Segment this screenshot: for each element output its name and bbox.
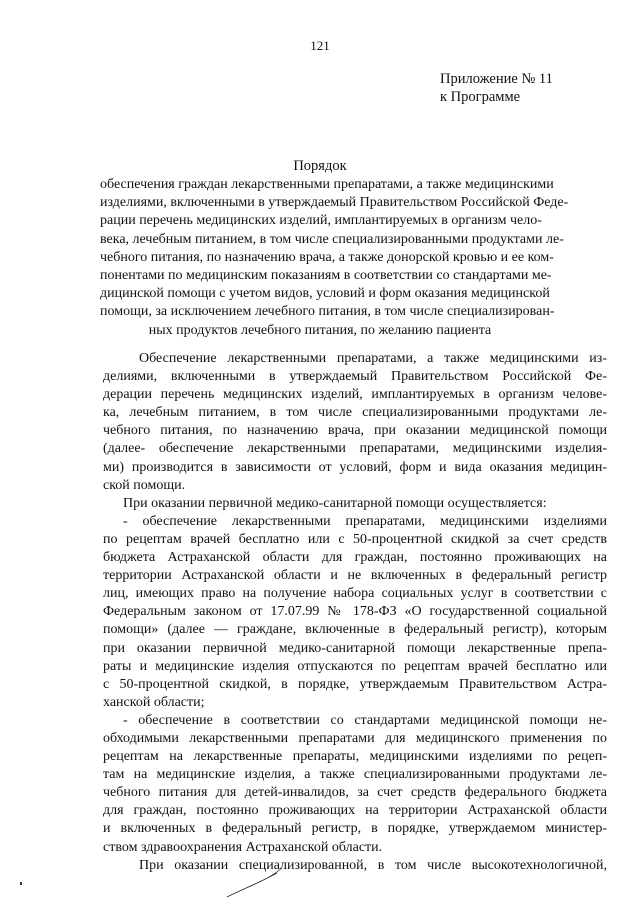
body-line: по рецептам врачей бесплатно или с 50-процентной скидкой за счет средств [103, 531, 607, 547]
body-line: помощи» (далее — граждане, включенные в федеральный регистр), которым [103, 622, 607, 638]
document-body [103, 350, 607, 875]
subtitle-line: чебного питания, по назначению врача, а также донорской кровью и ее ком- [100, 249, 554, 265]
subtitle-line: помощи, за исключением лечебного питания, в том числе специализирован- [100, 304, 555, 320]
body-line: лиц, имеющих право на получение набора социальных услуг в соответствии с [103, 586, 607, 602]
body-line: бюджета Астраханской области для граждан, постоянно проживающих на [103, 550, 607, 566]
appendix-reference [440, 70, 553, 106]
body-line: Обеспечение лекарственными препаратами, а также медицинскими из- [139, 351, 607, 366]
subtitle-line: ных продуктов лечебного питания, по желанию пациента [148, 322, 492, 338]
signature-mark [225, 865, 285, 900]
body-line: чебного питания для детей-инвалидов, за счет средств федерального бюджета [103, 785, 607, 801]
body-line: ством здравоохранения Астраханской области. [103, 839, 383, 855]
body-line: - обеспечение лекарственными препаратами, медицинскими изделиями [123, 513, 607, 529]
subtitle-line: дицинской помощи с учетом видов, условий и форм оказания медицинской [100, 286, 550, 302]
body-line: там на медицинские изделия, а также специализированными продуктами ле- [103, 767, 607, 783]
body-line: ской помощи. [103, 477, 186, 493]
body-line: - обеспечение в соответствии со стандартами медицинской помощи не- [123, 712, 607, 728]
subtitle-line: рации перечень медицинских изделий, имплантируемых в организм чело- [100, 213, 542, 229]
scan-mark [20, 882, 22, 885]
body-line: ми) производится в зависимости от условий, форм и вида оказания медицин- [103, 459, 607, 475]
body-line: делиями, включенными в утверждаемый Правительством Российской Фе- [103, 369, 607, 385]
subtitle-line: обеспечения граждан лекарственными препаратами, а также медицинскими [100, 177, 554, 192]
page-number: 121 [310, 38, 330, 53]
body-line: раты и медицинские изделия отпускаются по рецептам врачей бесплатно или [103, 658, 607, 674]
body-line: Федеральным законом от 17.07.99 № 178-ФЗ «О государственной социальной [103, 604, 607, 620]
body-line: чебного питания, по назначению врача, при оказании медицинской помощи [103, 423, 607, 439]
body-line: ханской области; [103, 694, 205, 710]
body-line: дерации перечень медицинских изделий, имплантируемых в организм челове- [103, 387, 607, 403]
body-line: и включенных в федеральный регистр, в порядке, утверждаемом министер- [103, 821, 607, 837]
body-line: территории Астраханской области и не включенных в федеральный регистр [103, 568, 607, 584]
body-line: (далее- обеспечение лекарственными препаратами, медицинскими изделия- [103, 441, 607, 457]
subtitle-line: века, лечебным питанием, в том числе специализированными продуктами ле- [100, 231, 564, 247]
appendix-line: Приложение № 11 [440, 71, 553, 87]
body-line: ка, лечебным питанием, в том числе специализированными продуктами ле- [103, 405, 607, 421]
subtitle-line: понентами по медицинским показаниям в соответствии со стандартами ме- [100, 268, 552, 284]
body-line: При оказании специализированной, в том числе высокотехнологичной, [139, 857, 607, 873]
body-line: рецептам на лекарственные препараты, медицинскими изделиями по рецеп- [103, 749, 607, 765]
document-subtitle [100, 176, 569, 340]
appendix-line: к Программе [440, 89, 521, 105]
subtitle-line: изделиями, включенными в утверждаемый Правительством Российской Феде- [100, 195, 569, 211]
body-line: с 50-процентной скидкой, в порядке, утверждаемым Правительством Астра- [103, 676, 607, 692]
document-title: Порядок [293, 158, 347, 174]
body-line: При оказании первичной медико-санитарной помощи осуществляется: [123, 495, 547, 511]
body-line: для граждан, постоянно проживающих на территории Астраханской области [103, 803, 607, 819]
body-line: обходимыми лекарственными препаратами для медицинского применения по [103, 730, 607, 746]
body-line: при оказании первичной медико-санитарной помощи лекарственные препа- [103, 640, 607, 656]
